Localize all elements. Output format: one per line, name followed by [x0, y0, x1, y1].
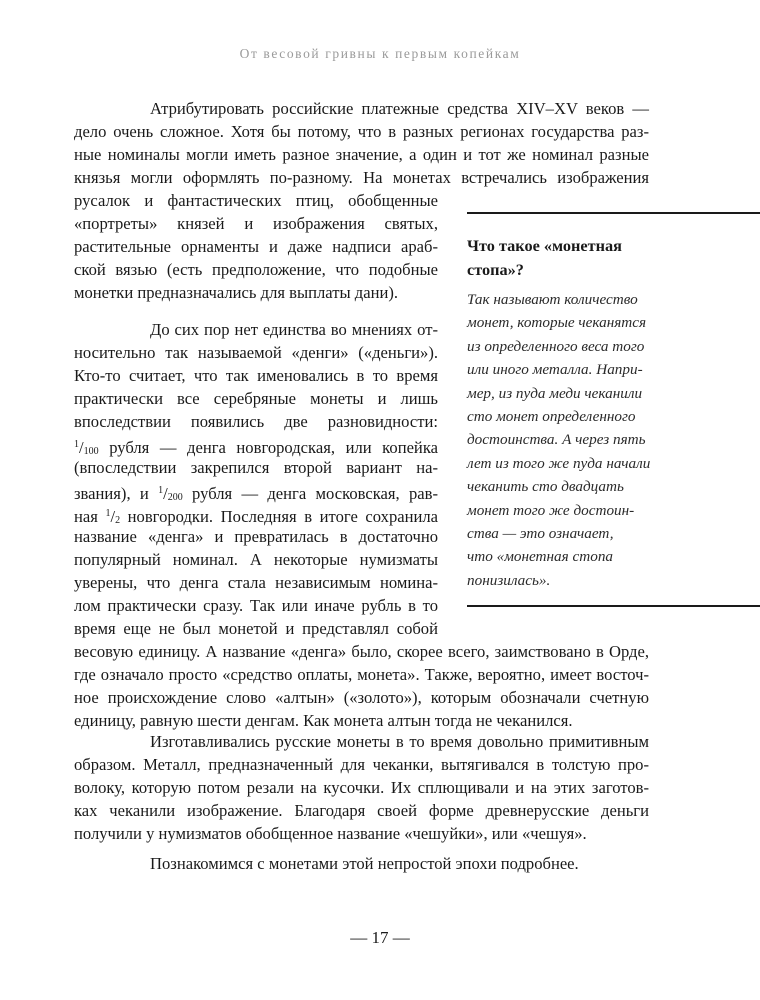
- page-number: — 17 —: [350, 928, 410, 947]
- sidebar-box: [467, 212, 760, 592]
- text-span: новгородки. Последняя в итоге сохранила: [120, 507, 439, 526]
- text-line: лом практически сразу. Так или иначе рубль в то: [74, 596, 438, 615]
- text-line: растительные орнаменты и даже надписи араб-: [74, 237, 438, 256]
- text-line: единицу, равную шести денгам. Как монета алтын тогда не чеканился.: [74, 711, 573, 730]
- text-line: впоследствии появились две разновидности:: [74, 412, 438, 431]
- sidebar-line: из определенного веса того: [467, 337, 645, 355]
- paragraph-3: [74, 730, 649, 845]
- text-line: До сих пор нет единства во мнениях от-: [150, 320, 438, 339]
- text-line: волоку, которую потом резали на кусочки. Их сплющивали и на этих заготов-: [74, 778, 649, 797]
- text-line: образом. Металл, предназначенный для чеканки, вытягивался в толстую про-: [74, 755, 649, 774]
- sidebar-line: достоинства. А через пять: [467, 431, 646, 449]
- sidebar-line: понизилась».: [467, 571, 551, 589]
- sidebar-top-rule: [467, 212, 760, 214]
- text-line: (впоследствии закрепился второй вариант на-: [74, 458, 438, 477]
- fraction-numerator: 1: [158, 485, 164, 496]
- sidebar-title: [467, 234, 760, 282]
- text-line: монетки предназначались для выплаты дани).: [74, 283, 399, 302]
- text-line: дело очень сложное. Хотя бы потому, что в разных регионах государства раз-: [74, 122, 649, 141]
- text-line: Атрибутировать российские платежные средства XIV–XV веков —: [150, 99, 649, 118]
- fraction-denominator: 200: [167, 492, 183, 503]
- text-line: $^1/_{100}$ рубля — денга новгородская, или копейка: [74, 438, 438, 457]
- text-line: ской вязью (есть предположение, что подобные: [74, 260, 438, 279]
- sidebar-line: или иного металла. Напри-: [467, 361, 643, 379]
- text-line: ках чеканили изображение. Благодаря своей форме древнерусские деньги: [74, 801, 649, 820]
- text-line: звания), и $^1/_{200}$ рубля — денга московская, рав-: [74, 484, 439, 503]
- text-line: «портреты» князей и изображения святых,: [74, 214, 438, 233]
- text-line: время еще не был монетой и представлял собой: [74, 619, 438, 638]
- fraction-numerator: 1: [74, 439, 79, 450]
- text-line: популярный номинал. А некоторые нумизматы: [74, 550, 438, 569]
- text-line: весовую единицу. А название «денга» было, скорее всего, заимствовано в Орде,: [74, 642, 649, 661]
- sidebar-title-line: стопа»?: [467, 260, 524, 279]
- running-header: От весовой гривны к первым копейкам: [239, 46, 521, 61]
- sidebar-line: сто монет определенного: [467, 408, 636, 426]
- sidebar-line: что «монетная стопа: [467, 548, 614, 566]
- sidebar-line: лет из того же пуда начали: [467, 454, 651, 472]
- sidebar-line: Так называют количество: [467, 291, 638, 308]
- text-line: Кто-то считает, что так именовались в то время: [74, 366, 438, 385]
- text-line: Познакомимся с монетами этой непростой эпохи подробнее.: [150, 854, 579, 873]
- text-span: рубля — денга новгородская, или копейка: [98, 438, 438, 457]
- fraction-numerator: 1: [105, 508, 111, 519]
- text-line: ные номиналы могли иметь разное значение, а один и тот же номинал разные: [74, 145, 649, 164]
- text-line: название «денга» и превратилась в достаточно: [74, 527, 438, 546]
- text-line: получили у нумизматов обобщенное название «чешуйки», или «чешуя».: [74, 824, 587, 843]
- sidebar-body: [467, 288, 760, 592]
- sidebar-line: монет, которые чеканятся: [467, 314, 647, 332]
- sidebar-line: чеканить сто двадцать: [467, 478, 624, 496]
- text-span: звания), и: [74, 484, 159, 503]
- text-line: ная $^1/_2$ новгородки. Последняя в итоге сохранила: [74, 507, 439, 526]
- text-line: князья могли оформлять по-разному. На монетах встречались изображения: [74, 168, 649, 187]
- sidebar-line: ства — это означает,: [467, 525, 614, 543]
- text-line: русалок и фантастических птиц, обобщенные: [74, 191, 438, 210]
- text-span: ная: [74, 507, 106, 526]
- text-line: практически все серебряные монеты и лишь: [74, 389, 438, 408]
- sidebar-title-line: Что такое «монетная: [467, 236, 622, 255]
- fraction-denominator: 2: [115, 515, 121, 526]
- sidebar-bottom-rule: [467, 605, 760, 607]
- text-line: ное происхождение слово «алтын» («золото»), которым обозначали счетную: [74, 688, 649, 707]
- sidebar-line: монет того же достоин-: [467, 501, 635, 519]
- text-line: Изготавливались русские монеты в то время довольно примитивным: [150, 732, 649, 751]
- text-line: носительно так называемой «денги» («деньги»).: [74, 343, 438, 362]
- fraction-denominator: 100: [83, 446, 99, 457]
- paragraph-4: [74, 852, 649, 875]
- sidebar-line: мер, из пуда меди чеканили: [467, 384, 643, 402]
- text-line: уверены, что денга стала независимым номина-: [74, 573, 438, 592]
- text-span: рубля — денга московская, рав-: [182, 484, 439, 503]
- text-line: где означало просто «средство оплаты, монета». Также, вероятно, имеет восточ-: [74, 665, 649, 684]
